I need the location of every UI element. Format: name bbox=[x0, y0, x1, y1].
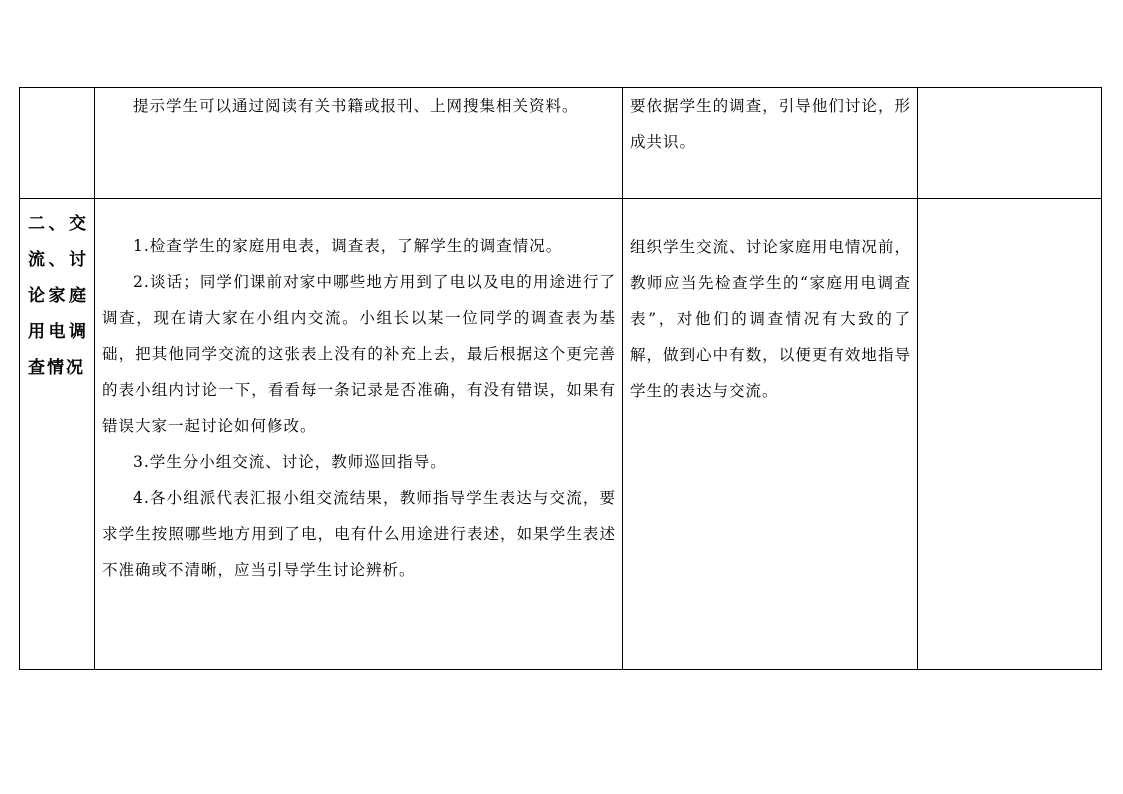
content-paragraph: 3.学生分小组交流、讨论，教师巡回指导。 bbox=[133, 453, 447, 471]
intent-paragraph: 要依据学生的调查，引导他们讨论，形成共识。 bbox=[630, 97, 911, 151]
content-paragraph: 2.谈话；同学们课前对家中哪些地方用到了电以及电的用途进行了调查，现在请大家在小组内交流。小组长以某一位同学的调查表为基础，把其他同学交流的这张表上没有的补充上去，最后根据这个更完善的表小组内讨论一下，看看每一条记录是否准确，有没有错误，如果有错误大家一起讨论如何修改。 bbox=[102, 273, 616, 435]
intent-paragraph: 组织学生交流、讨论家庭用电情况前，教师应当先检查学生的“家庭用电调查表”，对他们的调查情况有大致的了解，做到心中有数，以便更有效地指导学生的表达与交流。 bbox=[630, 238, 911, 400]
content-paragraph: 4.各小组派代表汇报小组交流结果，教师指导学生表达与交流，要求学生按照哪些地方用到了电，电有什么用途进行表述，如果学生表述不准确或不清晰，应当引导学生讨论辨析。 bbox=[102, 489, 616, 579]
intent-cell bbox=[623, 88, 918, 199]
note-cell bbox=[918, 88, 1102, 199]
note-cell bbox=[918, 199, 1102, 670]
intent-cell bbox=[623, 199, 918, 670]
content-cell bbox=[95, 88, 623, 199]
content-cell bbox=[95, 199, 623, 670]
table-row bbox=[20, 199, 1102, 670]
stage-cell bbox=[20, 88, 95, 199]
table-row bbox=[20, 88, 1102, 199]
stage-label: 二、交流、讨论家庭用电调查情况 bbox=[28, 214, 88, 378]
content-paragraph: 1.检查学生的家庭用电表，调查表，了解学生的调查情况。 bbox=[133, 237, 563, 255]
content-paragraph: 提示学生可以通过阅读有关书籍或报刊、上网搜集相关资料。 bbox=[133, 97, 579, 115]
stage-cell bbox=[20, 199, 95, 670]
lesson-plan-table bbox=[19, 87, 1102, 670]
